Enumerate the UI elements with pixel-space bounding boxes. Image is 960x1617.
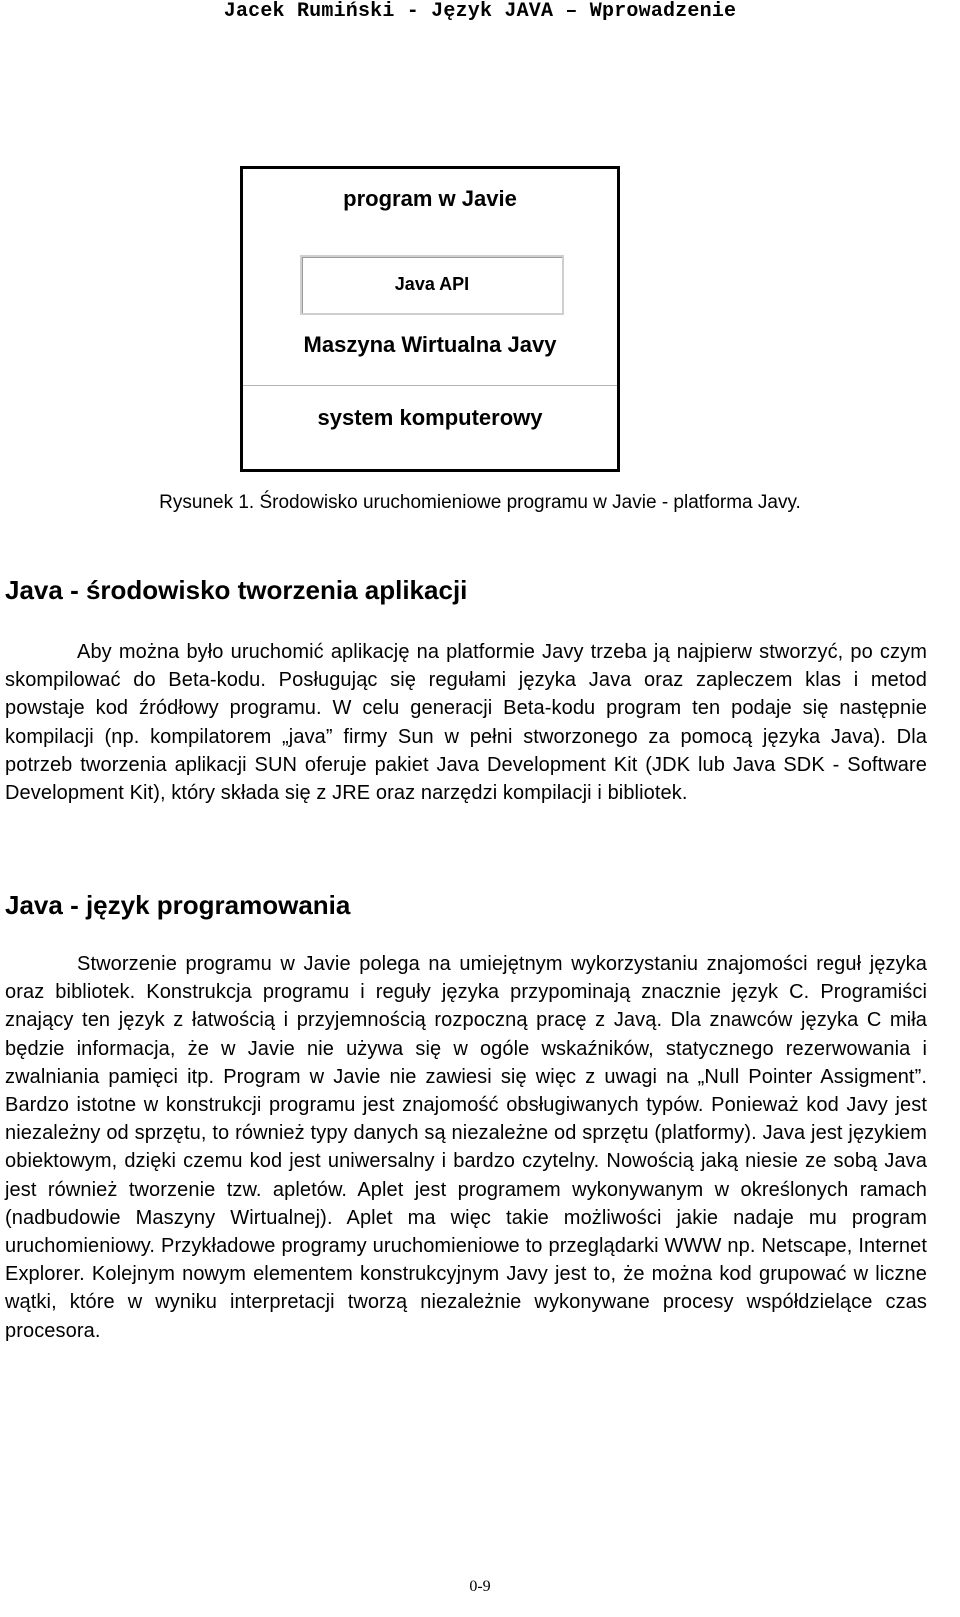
section-paragraph-language: Stworzenie programu w Javie polega na umiejętnym wykorzystaniu znajomości reguł języka oraz bibliotek. Konstrukcja programu i reguły języka przypominają znacznie język C. Programiści znający ten język z łatwością i przyjemnością rozpoczną pracę z Javą. Dla znawców języka C miła będzie informacja, że w Javie nie używa się w ogóle wskaźników, statycznego rezerwowania i zwalniania pamięci itp. Program w Javie nie zawiesi się więc z uwagi na „Null Pointer Assigment”. Bardzo istotne w konstrukcji programu jest znajomość obsługiwanych typów. Ponieważ kod Javy jest niezależny od sprzętu, to również typy danych są niezależne od sprzętu (platformy). Java jest językiem obiektowym, dzięki czemu kod jest uniwersalny i bardzo czytelny. Nowością jaką niesie ze sobą Java jest również tworzenie tzw. apletów. Aplet jest programem wykonywanym w określonych ramach (nadbudowie Maszyny Wirtualnej). Aplet ma więc takie możliwości jakie nadaje mu program uruchomieniowy. Przykładowe programy uruchomieniowe to przeglądarki WWW np. Netscape, Internet Explorer. Kolejnym nowym elementem konstrukcyjnym Javy jest to, że można kod grupować w liczne wątki, które w wyniku interpretacji tworzą niezależnie wykonywane procesy współdzielące czas procesora. — [5, 953, 927, 1342]
running-header: Jacek Rumiński - Język JAVA – Wprowadzenie — [223, 0, 737, 23]
section-heading-language: Java - język programowania — [5, 890, 351, 920]
figure-caption: Rysunek 1. Środowisko uruchomieniowe programu w Javie - platforma Javy. — [159, 492, 801, 513]
diagram-api-label: Java API — [394, 274, 470, 294]
section-heading-environment: Java - środowisko tworzenia aplikacji — [5, 575, 468, 605]
diagram-api-box — [300, 255, 564, 315]
diagram-program-layer: program w Javie — [343, 186, 517, 211]
diagram-divider — [243, 385, 617, 386]
diagram-system-layer: system komputerowy — [317, 405, 543, 430]
page-number: 0-9 — [469, 1578, 491, 1595]
java-platform-diagram — [240, 166, 620, 472]
section-paragraph-environment: Aby można było uruchomić aplikację na platformie Javy trzeba ją najpierw stworzyć, po czym skompilować do Beta-kodu. Posługując się regułami języka Java oraz zapleczem klas i metod powstaje kod źródłowy programu. W celu generacji Beta-kodu program ten podaje się następnie kompilacji (np. kompilatorem „java” firmy Sun w pełni stworzonego za pomocą języka Java). Dla potrzeb tworzenia aplikacji SUN oferuje pakiet Java Development Kit (JDK lub Java SDK - Software Development Kit), który składa się z JRE oraz narzędzi kompilacji i bibliotek. — [5, 641, 927, 805]
diagram-jvm-layer: Maszyna Wirtualna Javy — [303, 332, 557, 357]
